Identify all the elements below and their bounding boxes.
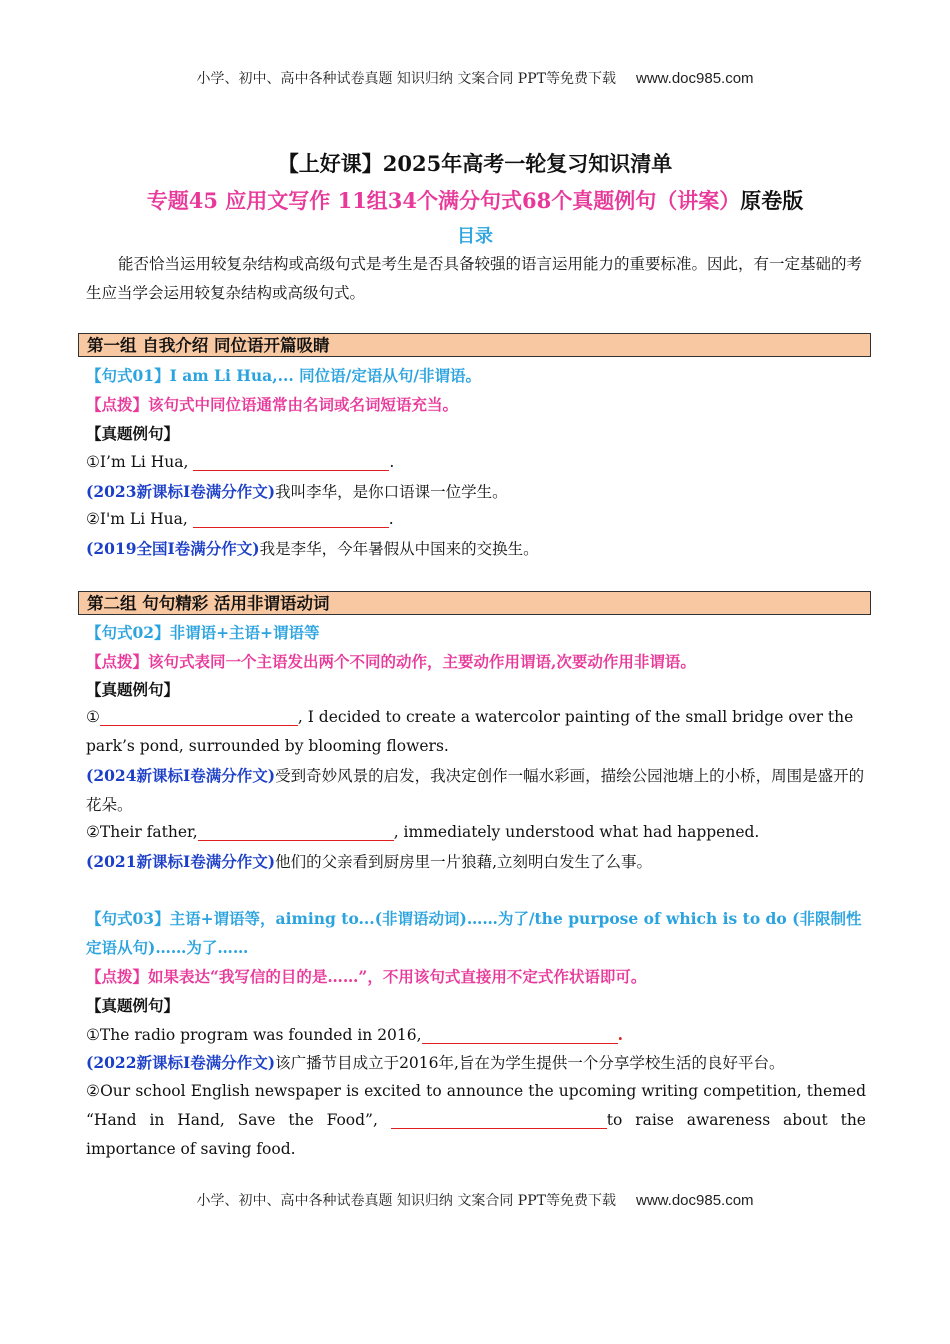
pattern-03-example-1-translation: (2022新课标I卷满分作文)该广播节目成立于2016年,旨在为学生提供一个分享学校生活的良好平台。 (86, 1053, 785, 1072)
source-label: (2023新课标I卷满分作文) (86, 482, 276, 501)
subtitle-version: 原卷版 (740, 188, 804, 213)
source-label: (2022新课标I卷满分作文) (86, 1053, 276, 1072)
group2-example-1: ① , I decided to create a watercolor painting of the small bridge over the park’s pond, surrounded by blooming flowers. (86, 708, 854, 755)
subtitle-topic: 专题45 应用文写作 11组34个满分句式68个真题例句（讲案） (146, 188, 741, 213)
source-label: (2024新课标I卷满分作文) (86, 766, 276, 785)
pattern-03: 【句式03】主语+谓语等，aiming to...(非谓语动词)……为了/the purpose of which is to do (非限制性定语从句)……为了…… (86, 909, 862, 957)
group1-example-2-translation: (2019全国I卷满分作文)我是李华，今年暑假从中国来的交换生。 (86, 539, 539, 558)
group2-heading: 第二组 句句精彩 活用非谓语动词 (78, 591, 871, 615)
group1-pattern: 【句式01】I am Li Hua,... 同位语/定语从句/非谓语。 (86, 366, 482, 385)
answer-blank[interactable] (198, 822, 394, 841)
group2-tip: 【点拨】该句式表同一个主语发出两个不同的动作，主要动作用谓语,次要动作用非谓语。 (86, 652, 696, 671)
group1-example-2: ②I'm Li Hua, . (86, 510, 394, 528)
page-header (0, 68, 950, 88)
document-subtitle (0, 185, 950, 215)
group1-tip: 【点拨】该句式中同位语通常由名词或名词短语充当。 (86, 395, 459, 414)
answer-blank[interactable] (391, 1110, 607, 1129)
source-label: (2021新课标I卷满分作文) (86, 852, 276, 871)
group1-heading: 第一组 自我介绍 同位语开篇吸睛 (78, 333, 871, 357)
pattern-03-examples-label: 【真题例句】 (86, 996, 180, 1015)
document-title: 【上好课】2025年高考一轮复习知识清单 (277, 151, 673, 176)
page-footer (0, 1190, 950, 1210)
group1-examples-label: 【真题例句】 (86, 424, 180, 443)
group2-examples-label: 【真题例句】 (86, 680, 180, 699)
answer-blank[interactable] (100, 707, 298, 726)
group2-example-1-translation: (2024新课标I卷满分作文)受到奇妙风景的启发，我决定创作一幅水彩画，描绘公园池塘上的小桥，周围是盛开的花朵。 (86, 766, 865, 814)
pattern-03-tip: 【点拨】如果表达“我写信的目的是……”，不用该句式直接用不定式作状语即可。 (86, 967, 647, 986)
group1-example-1: ①I’m Li Hua, . (86, 453, 395, 471)
toc-heading[interactable]: 目录 (457, 226, 493, 247)
group2-pattern: 【句式02】非谓语+主语+谓语等 (86, 623, 320, 642)
group2-example-2-translation: (2021新课标I卷满分作文)他们的父亲看到厨房里一片狼藉,立刻明白发生了么事。 (86, 852, 652, 871)
pattern-03-example-2: ②Our school English newspaper is excited to announce the upcoming writing competition, themed “Hand in Hand, Save the Food”, to raise awareness about the importance of saving food. (86, 1082, 866, 1158)
answer-blank[interactable] (193, 509, 389, 528)
intro-paragraph: 能否恰当运用较复杂结构或高级句式是考生是否具备较强的语言运用能力的重要标准。因此，有一定基础的考生应当学会运用较复杂结构或高级句式。 (86, 255, 863, 302)
header-url[interactable]: www.doc985.com (635, 70, 754, 87)
group2-example-2: ②Their father, , immediately understood what had happened. (86, 823, 760, 841)
footer-text: 小学、初中、高中各种试卷真题 知识归纳 文案合同 PPT等免费下载 (196, 1193, 616, 1209)
group1-example-1-translation: (2023新课标I卷满分作文)我叫李华，是你口语课一位学生。 (86, 482, 508, 501)
header-text: 小学、初中、高中各种试卷真题 知识归纳 文案合同 PPT等免费下载 (196, 71, 616, 87)
answer-blank[interactable] (422, 1025, 618, 1044)
source-label: (2019全国I卷满分作文) (86, 539, 260, 558)
pattern-03-example-1: ①The radio program was founded in 2016, . (86, 1025, 623, 1044)
answer-blank[interactable] (193, 452, 389, 471)
footer-url[interactable]: www.doc985.com (635, 1192, 754, 1209)
